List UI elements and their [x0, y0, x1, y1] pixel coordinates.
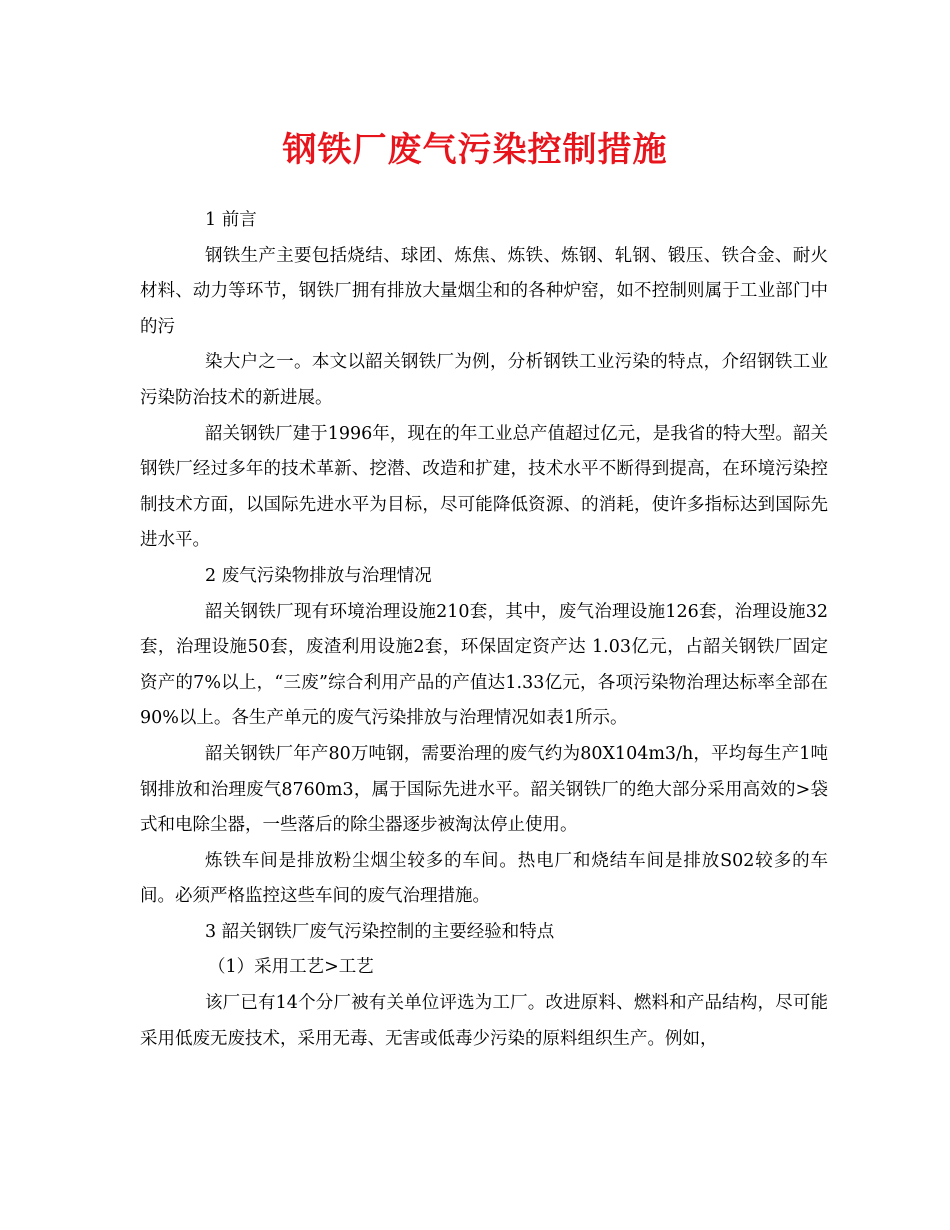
section-heading-1: 1 前言 [205, 210, 257, 230]
document-title: 钢铁厂废气污染控制措施 [282, 130, 668, 170]
paragraph: 染大户之一。本文以韶关钢铁厂为例，分析钢铁工业污染的特点，介绍钢铁工业污染防治技术的新进展。 [140, 352, 828, 408]
subsection-heading-3-1: （1）采用工艺>工艺 [208, 957, 374, 978]
section-heading-3: 3 韶关钢铁厂废气污染控制的主要经验和特点 [205, 921, 555, 942]
paragraph: 炼铁车间是排放粉尘烟尘较多的车间。热电厂和烧结车间是排放S02较多的车间。必须严格监控这些车间的废气治理措施。 [140, 850, 828, 907]
section-heading-2: 2 废气污染物排放与治理情况 [205, 565, 432, 586]
paragraph: 韶关钢铁厂年产80万吨钢，需要治理的废气约为80X104m3/h，平均每生产1吨钢排放和治理废气8760m3，属于国际先进水平。韶关钢铁厂的绝大部分采用高效的>袋式和电除尘器，一些落后的除尘器逐步被淘汰停止使用。 [140, 743, 828, 836]
paragraph: 韶关钢铁厂现有环境治理设施210套，其中，废气治理设施126套，治理设施32套，治理设施50套，废渣利用设施2套，环保固定资产达 1.03亿元，占韶关钢铁厂固定资产的7%以上，“三废”综合利用产品的产值达1.33亿元，各项污染物治理达标率全部在90%以上。各生产单元的废气污染排放与治理情况如表1所示。 [140, 601, 828, 729]
document-body [140, 203, 828, 1057]
paragraph: 钢铁生产主要包括烧结、球团、炼焦、炼铁、炼钢、轧钢、锻压、铁合金、耐火材料、动力等环节，钢铁厂拥有排放大量烟尘和的各种炉窑，如不控制则属于工业部门中的污 [140, 245, 828, 337]
paragraph: 韶关钢铁厂建于1996年，现在的年工业总产值超过亿元，是我省的特大型。韶关钢铁厂经过多年的技术革新、挖潜、改造和扩建，技术水平不断得到提高，在环境污染控制技术方面，以国际先进水平为目标，尽可能降低资源、的消耗，使许多指标达到国际先进水平。 [140, 423, 828, 551]
paragraph: 该厂已有14个分厂被有关单位评选为工厂。改进原料、燃料和产品结构，尽可能采用低废无废技术，采用无毒、无害或低毒少污染的原料组织生产。例如， [140, 993, 828, 1049]
